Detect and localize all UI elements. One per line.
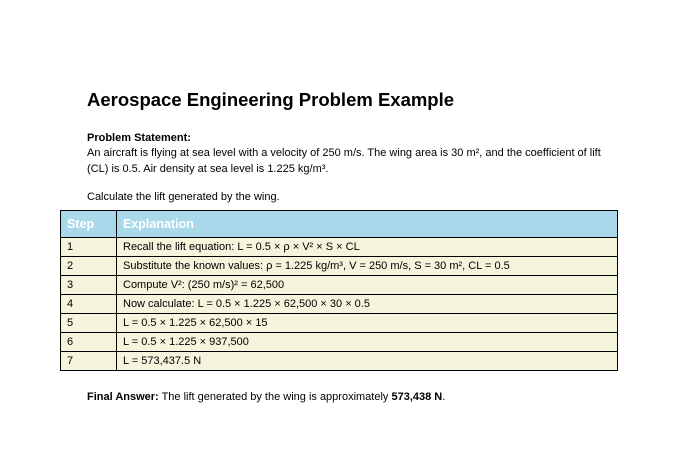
problem-statement-body: An aircraft is flying at sea level with a velocity of 250 m/s. The wing area is 30 m², and the coefficient of lift (CL) is 0.5. Air density at sea level is 1.225 kg/m³. [87,147,601,175]
step-explanation: L = 0.5 × 1.225 × 62,500 × 15 [117,314,618,333]
step-number: 6 [61,333,117,352]
step-number: 7 [61,352,117,371]
table-header-row [61,211,618,238]
step-explanation: L = 0.5 × 1.225 × 937,500 [117,333,618,352]
final-answer-text: The lift generated by the wing is approximately [158,391,392,403]
final-answer-label: Final Answer: [87,391,159,403]
table-row [61,238,618,257]
step-explanation: Substitute the known values: ρ = 1.225 kg/m³, V = 250 m/s, S = 30 m², CL = 0.5 [117,257,618,276]
step-number: 2 [61,257,117,276]
step-explanation: Compute V²: (250 m/s)² = 62,500 [117,276,618,295]
column-header-explanation: Explanation [117,211,618,238]
step-number: 4 [61,295,117,314]
final-answer [87,390,445,404]
step-number: 5 [61,314,117,333]
step-number: 1 [61,238,117,257]
solution-table [60,210,618,371]
problem-statement-heading: Problem Statement: [87,132,191,144]
step-explanation: L = 573,437.5 N [117,352,618,371]
table-row [61,257,618,276]
table-row [61,352,618,371]
final-answer-value: 573,438 N [391,391,443,403]
table-row [61,314,618,333]
problem-task: Calculate the lift generated by the wing. [87,191,280,203]
step-explanation: Recall the lift equation: L = 0.5 × ρ × V² × S × CL [117,238,618,257]
table-row [61,333,618,352]
column-header-step: Step [61,211,117,238]
final-answer-period: . [442,391,446,403]
step-number: 3 [61,276,117,295]
step-explanation: Now calculate: L = 0.5 × 1.225 × 62,500 × 30 × 0.5 [117,295,618,314]
page-title: Aerospace Engineering Problem Example [87,89,455,110]
document-page [67,86,627,403]
table-row [61,276,618,295]
table-row [61,295,618,314]
